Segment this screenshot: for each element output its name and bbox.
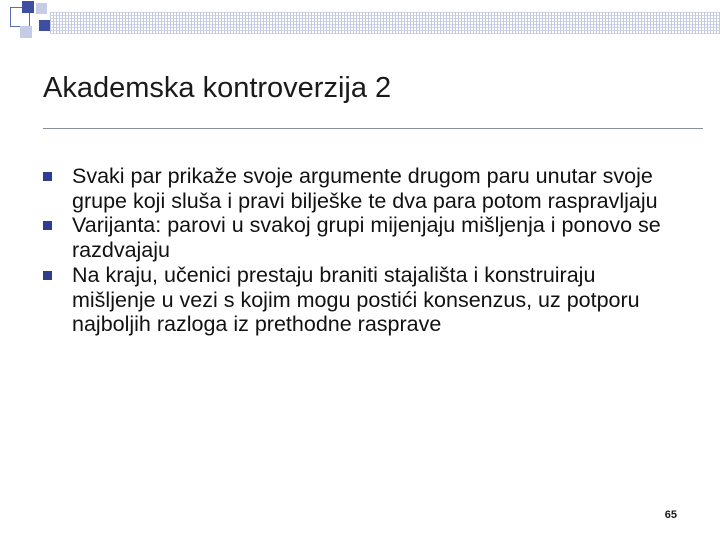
bullet-item [43,213,683,262]
page-number: 65 [664,509,677,521]
header-pattern-band [50,12,720,34]
corner-square-dark [22,1,34,13]
square-bullet-icon [43,221,52,230]
bullet-text: Varijanta: parovi u svakoj grupi mijenjaju mišljenja i ponovo se razdvajaju [72,213,661,263]
slide-title: Akademska kontroverzija 2 [43,72,392,104]
square-bullet-icon [43,271,52,280]
bullet-item [43,263,683,337]
square-bullet-icon [43,172,52,181]
bullet-text: Na kraju, učenici prestaju braniti stajališta i konstruiraju mišljenje u vezi s kojim mogu postići konsenzus, uz potporu najboljih razloga iz prethodne rasprave [72,262,640,337]
title-divider [43,128,703,129]
corner-square-light [20,26,32,38]
corner-square-dark [39,20,50,31]
corner-square-light [36,3,47,14]
bullet-list [43,164,683,337]
bullet-item [43,164,683,213]
bullet-text: Svaki par prikaže svoje argumente drugom paru unutar svoje grupe koji sluša i pravi bilješke te dva para potom raspravljaju [72,164,658,213]
